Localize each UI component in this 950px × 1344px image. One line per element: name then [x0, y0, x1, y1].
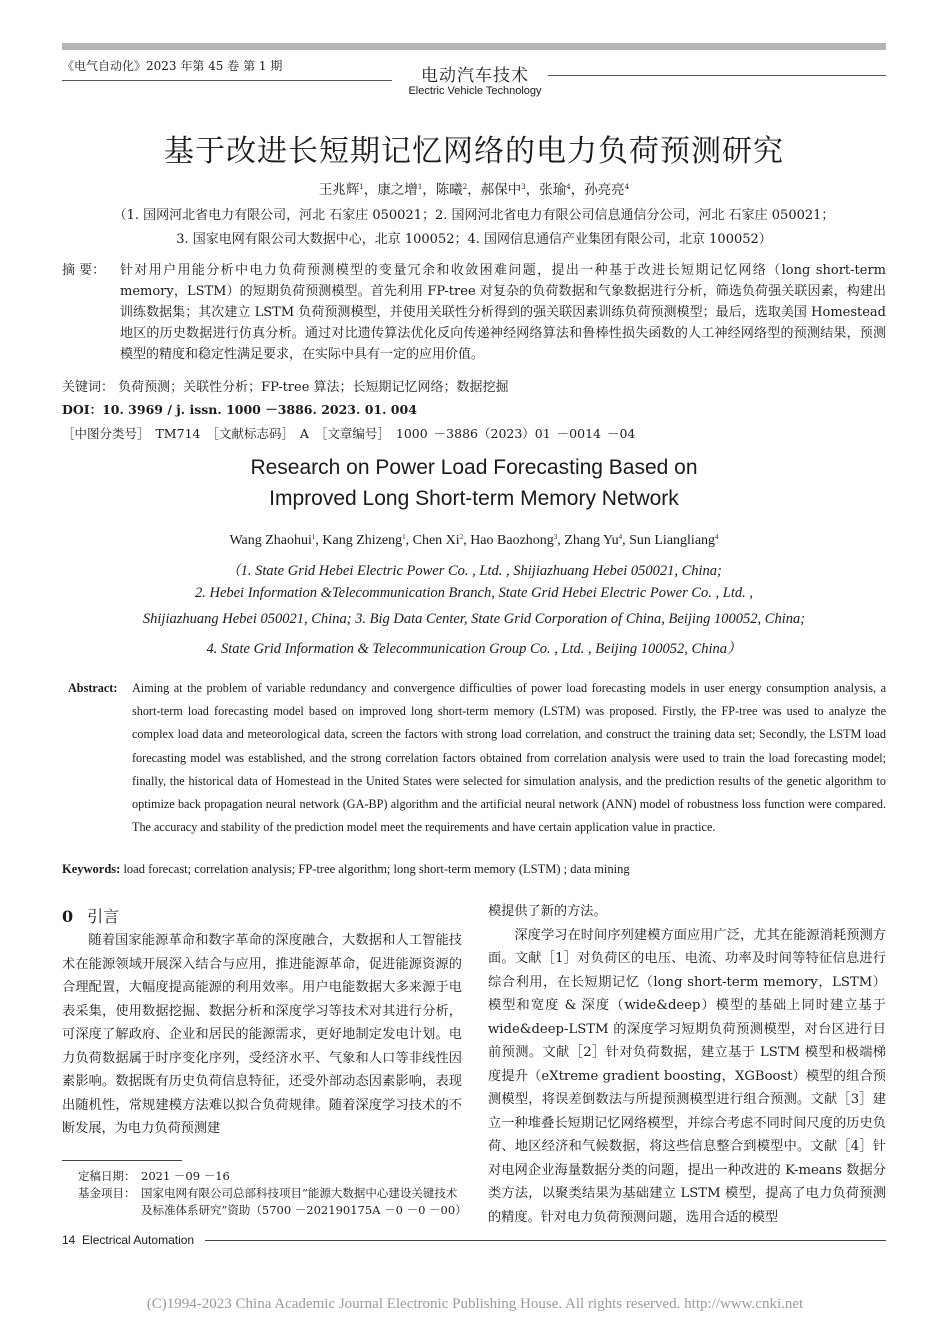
body-column-left — [62, 929, 462, 1141]
footnote: 定稿日期： 2021 －09 －16 基金项目： 国家电网有限公司总部科技项目“能源大数据中心建设关键技术及标准体系研究”资助（5700 －202190175A －0 －0 －00） — [78, 1169, 467, 1217]
section-number: 0 — [62, 907, 74, 926]
paragraph: 深度学习在时间序列建模方面应用广泛，尤其在能源消耗预测方面。文献［1］对负荷区的电压、电流、功率及时间等特征信息进行综合利用，在长短期记忆（long short-term memory，LSTM）模型和宽度 & 深度（wide&deep）模型的基础上同时建立基于 wide&deep-LSTM 的深度学习短期负荷预测模型，对台区进行日前预测。文献［2］针对负荷数据，建立基于 LSTM 模型和极端梯度提升（eXtreme gradient boosting，XGBoost）模型的组合预测模型，将误差倒数法与所提预测模型进行组合预测。文献［3］建立一种堆叠长短期记忆网络模型，并综合考虑不同时间尺度的历史负荷、地区经济和气候数据，将这些信息整合到模型中。文献［4］针对电网企业海量数据分类的问题，提出一种改进的 K-means 数据分类方法，以聚类结果为基础建立 LSTM 模型，提高了电力负荷预测的精度。针对电力负荷预测问题，选用合适的模型 — [488, 927, 886, 1225]
author: 陈曦 — [435, 182, 463, 198]
keywords-en — [62, 862, 630, 877]
header-bar — [62, 43, 886, 50]
affiliation-en-line: （1. State Grid Hebei Electric Power Co. , Ltd. , Shijiazhuang Hebei 050021, China; — [226, 563, 722, 579]
journal-info: 《电气自动化》2023 年第 45 卷 第 1 期 — [62, 57, 392, 81]
affiliation-en-line: 4. State Grid Information & Telecommunication Group Co. , Ltd. , Beijing 100052, China） — [206, 641, 742, 657]
author: 张瑜 — [539, 182, 567, 198]
footer-journal: Electrical Automation — [82, 1233, 195, 1247]
abstract-en-label: Abstract: — [68, 681, 118, 695]
copyright-line: (C)1994-2023 China Academic Journal Electronic Publishing House. All rights reserved. http://www.cnki.net — [146, 1296, 804, 1312]
paragraph: 随着国家能源革命和数字革命的深度融合，大数据和人工智能技术在能源领域开展深入结合与应用，推进能源革命，促进能源资源的合理配置，大幅度提高能源的利用效率。用户电能数据大多来源于电表采集，使用数据挖掘、数据分析和深度学习等技术对其进行分析，可深度了解政府、企业和居民的能源需求，更好地制定发电计划。电力负荷数据属于时序变化序列，受经济水平、气象和人口等非线性因素影响。数据既有历史负荷信息特征，还受外部动态因素影响，表现出随机性，常规建模方法难以拟合负荷规律。随着深度学习技术的不断发展，为电力负荷预测建 — [62, 933, 462, 1136]
author: 郝保中 — [480, 182, 522, 198]
author: Kang Zhizeng — [322, 533, 403, 548]
body-column-right — [488, 900, 886, 1229]
section-heading — [62, 904, 119, 927]
paper-title-en: Research on Power Load Forecasting Based on Improved Long Short-term Memory Network — [250, 456, 698, 510]
header-rule — [548, 75, 886, 76]
column-title-cn: 电动汽车技术 — [421, 66, 529, 86]
affiliation-en-line: 2. Hebei Information &Telecommunication Branch, State Grid Hebei Electric Power Co. , Ltd. , — [194, 585, 754, 601]
received-date: 2021 －09 －16 — [141, 1169, 230, 1183]
fund-project: 国家电网有限公司总部科技项目“能源大数据中心建设关键技术及标准体系研究”资助（5700 －202190175A －0 －0 －00） — [141, 1186, 467, 1217]
authors-en: Wang Zhaohui$^1$, Kang Zhizeng$^1$, Chen Xi$^2$, Hao Baozhong$^3$, Zhang Yu$^4$, Sun Liangliang$^4$ — [229, 533, 719, 548]
keywords-cn: 关键词： 负荷预测；关联性分析；FP-tree 算法；长短期记忆网络；数据挖掘 — [62, 380, 509, 395]
keywords-en-label: Keywords: — [62, 862, 121, 876]
section-title: 引言 — [87, 907, 120, 926]
paragraph: 模提供了新的方法。 — [488, 904, 607, 919]
author: 王兆辉 — [318, 182, 360, 198]
abstract-en-text: Aiming at the problem of variable redundancy and convergence difficulties of power load forecasting models in user energy consumption analysis, a short-term load forecasting model based on improved long short-term memory (LSTM) was proposed. Firstly, the FP-tree was used to analyze the complex load data and meteorological data, screen the factors with strong load correlation, and construct the training data set; Secondly, the LSTM load forecasting model was established, and the strong correlation factors obtained from correlation analysis were used to train the load forecasting model; finally, the historical data of Homestead in the United States were selected for simulation analysis, and the prediction results of the genetic algorithm to optimize back propagation neural network (GA-BP) algorithm and the artificial neural network (ANN) model of robustness loss function were compared. The accuracy and stability of the prediction model meet the requirements and have certain application value in practice. — [132, 681, 886, 835]
author: Zhang Yu — [564, 533, 619, 548]
footnote-rule — [62, 1160, 182, 1161]
abstract-cn-label: 摘 要： — [62, 263, 106, 278]
keywords-en-text: load forecast; correlation analysis; FP-tree algorithm; long short-term memory (LSTM) ; data mining — [123, 862, 630, 876]
affiliation-cn-line: 3. 国家电网有限公司大数据中心，北京 100052；4. 国网信息通信产业集团有限公司，北京 100052） — [176, 232, 772, 247]
author: Sun Liangliang — [629, 533, 716, 548]
page-number: 14 — [62, 1233, 76, 1247]
classification-codes: ［中图分类号］ TM714 ［文献标志码］ A ［文章编号］ 1000 －3886（2023）01 －0014 －04 — [62, 426, 636, 441]
author: 康之增 — [377, 182, 418, 198]
abstract-cn-text: 针对用户用能分析中电力负荷预测模型的变量冗余和收敛困难问题，提出一种基于改进长短期记忆网络（long short-term memory，LSTM）的短期负荷预测模型。首先利用 FP-tree 对复杂的负荷数据和气象数据进行分析，筛选负荷强关联因素，构建出训练数据集；其次建立 LSTM 负荷预测模型，并使用关联性分析得到的强关联因素训练负荷预测模型；最后，选取美国 Homestead 地区的历史数据进行仿真分析。通过对比遗传算法优化反向传递神经网络算法和鲁棒性损失函数的人工神经网络型的预测结果，预测模型的精度和稳定性满足要求，在实际中具有一定的应用价值。 — [120, 263, 886, 362]
footer-rule — [205, 1240, 886, 1241]
author: Hao Baozhong — [470, 533, 554, 548]
abstract-en — [62, 677, 886, 839]
author: Wang Zhaohui — [229, 533, 312, 548]
affiliation-cn-line: （1. 国网河北省电力有限公司，河北 石家庄 050021；2. 国网河北省电力有限公司信息通信分公司，河北 石家庄 050021； — [113, 208, 835, 223]
doi: DOI：10. 3969 / j. issn. 1000 －3886. 2023. 01. 004 — [62, 402, 417, 417]
author: Chen Xi — [412, 533, 460, 548]
affiliation-en-line: Shijiazhuang Hebei 050021, China; 3. Big Data Center, State Grid Corporation of China, Beijing 100052, China; — [142, 611, 806, 627]
author: 孙亮亮 — [584, 182, 625, 198]
authors-cn: 王兆辉$^1$，康之增$^1$，陈曦$^2$，郝保中$^3$，张瑜$^4$，孙亮亮$^4$ — [318, 182, 630, 198]
column-title-en: Electric Vehicle Technology — [408, 85, 542, 97]
page-footer — [62, 1233, 194, 1247]
abstract-cn — [62, 260, 886, 365]
paper-title-cn: 基于改进长短期记忆网络的电力负荷预测研究 — [164, 134, 784, 169]
